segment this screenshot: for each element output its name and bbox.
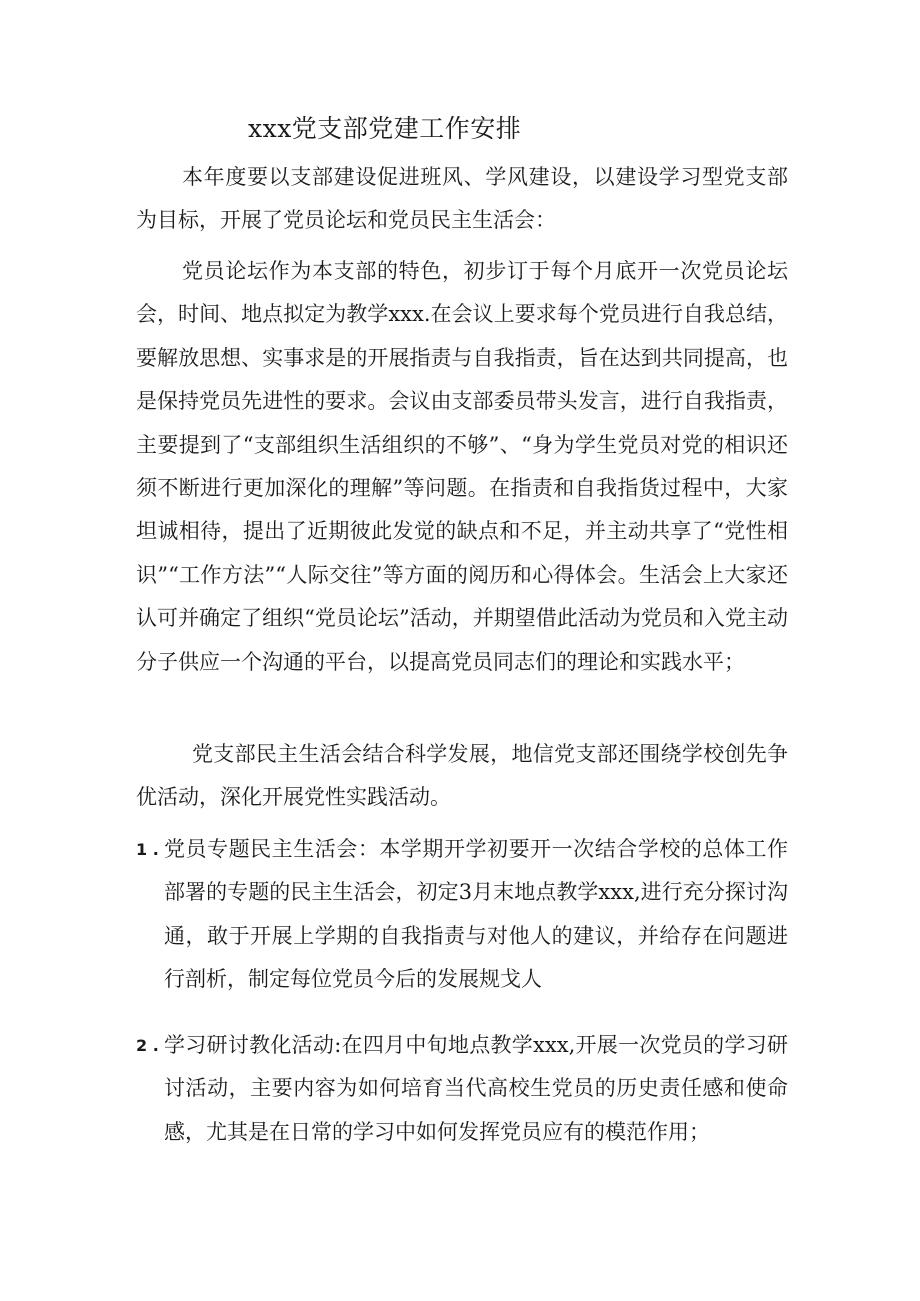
life-meeting-paragraph: 党支部民主生活会结合科学发展，地信党支部还围绕学校创先争优活动，深化开展党性实践活动。 xyxy=(136,742,788,810)
list-item xyxy=(136,828,788,1002)
list-number: 2 . xyxy=(136,1036,159,1055)
forum-paragraph: 党员论坛作为本支部的特色，初步订于每个月底开一次党员论坛会，时间、地点拟定为教学xxx.在会议上要求每个党员进行自我总结，要解放思想、实事求是的开展指责与自我指责，旨在达到共同提高，也是保持党员先进性的要求。会议由支部委员带头发言，进行自我指责，主要提到了“支部组织生活组织的不够”、“身为学生党员对党的相识还须不断进行更加深化的理解”等问题。在指责和自我指货过程中，大家坦诚相待，提出了近期彼此发觉的缺点和不足，并主动共享了“党性相识”“工作方法”“人际交往”等方面的阅历和心得体会。生活会上大家还认可并确定了组织“党员论坛”活动，并期望借此活动为党员和入党主动分子供应一个沟通的平台，以提高党员同志们的理论和实践水平； xyxy=(136,259,788,674)
intro-paragraph: 本年度要以支部建设促进班风、学风建设，以建设学习型党支部为目标，开展了党员论坛和党员民主生活会： xyxy=(136,165,788,233)
list-item-text: 党员专题民主生活会：本学期开学初要开一次结合学校的总体工作部署的专题的民主生活会，初定3月末地点教学xxx,进行充分探讨沟通，敢于开展上学期的自我指责与对他人的建议，并给存在问题进行剖析，制定每位党员今后的发展规戈人 xyxy=(164,837,788,992)
list-number: 1 . xyxy=(136,840,159,859)
document-title: xxx党支部党建工作安排 xyxy=(248,114,522,143)
list-item-text: 学习研讨教化活动:在四月中旬地点教学xxx,开展一次党员的学习研讨活动，主要内容为如何培育当代高校生党员的历史责任感和使命感，尤其是在日常的学习中如何发挥党员应有的模范作用； xyxy=(164,1033,788,1144)
list-item xyxy=(136,1024,788,1154)
